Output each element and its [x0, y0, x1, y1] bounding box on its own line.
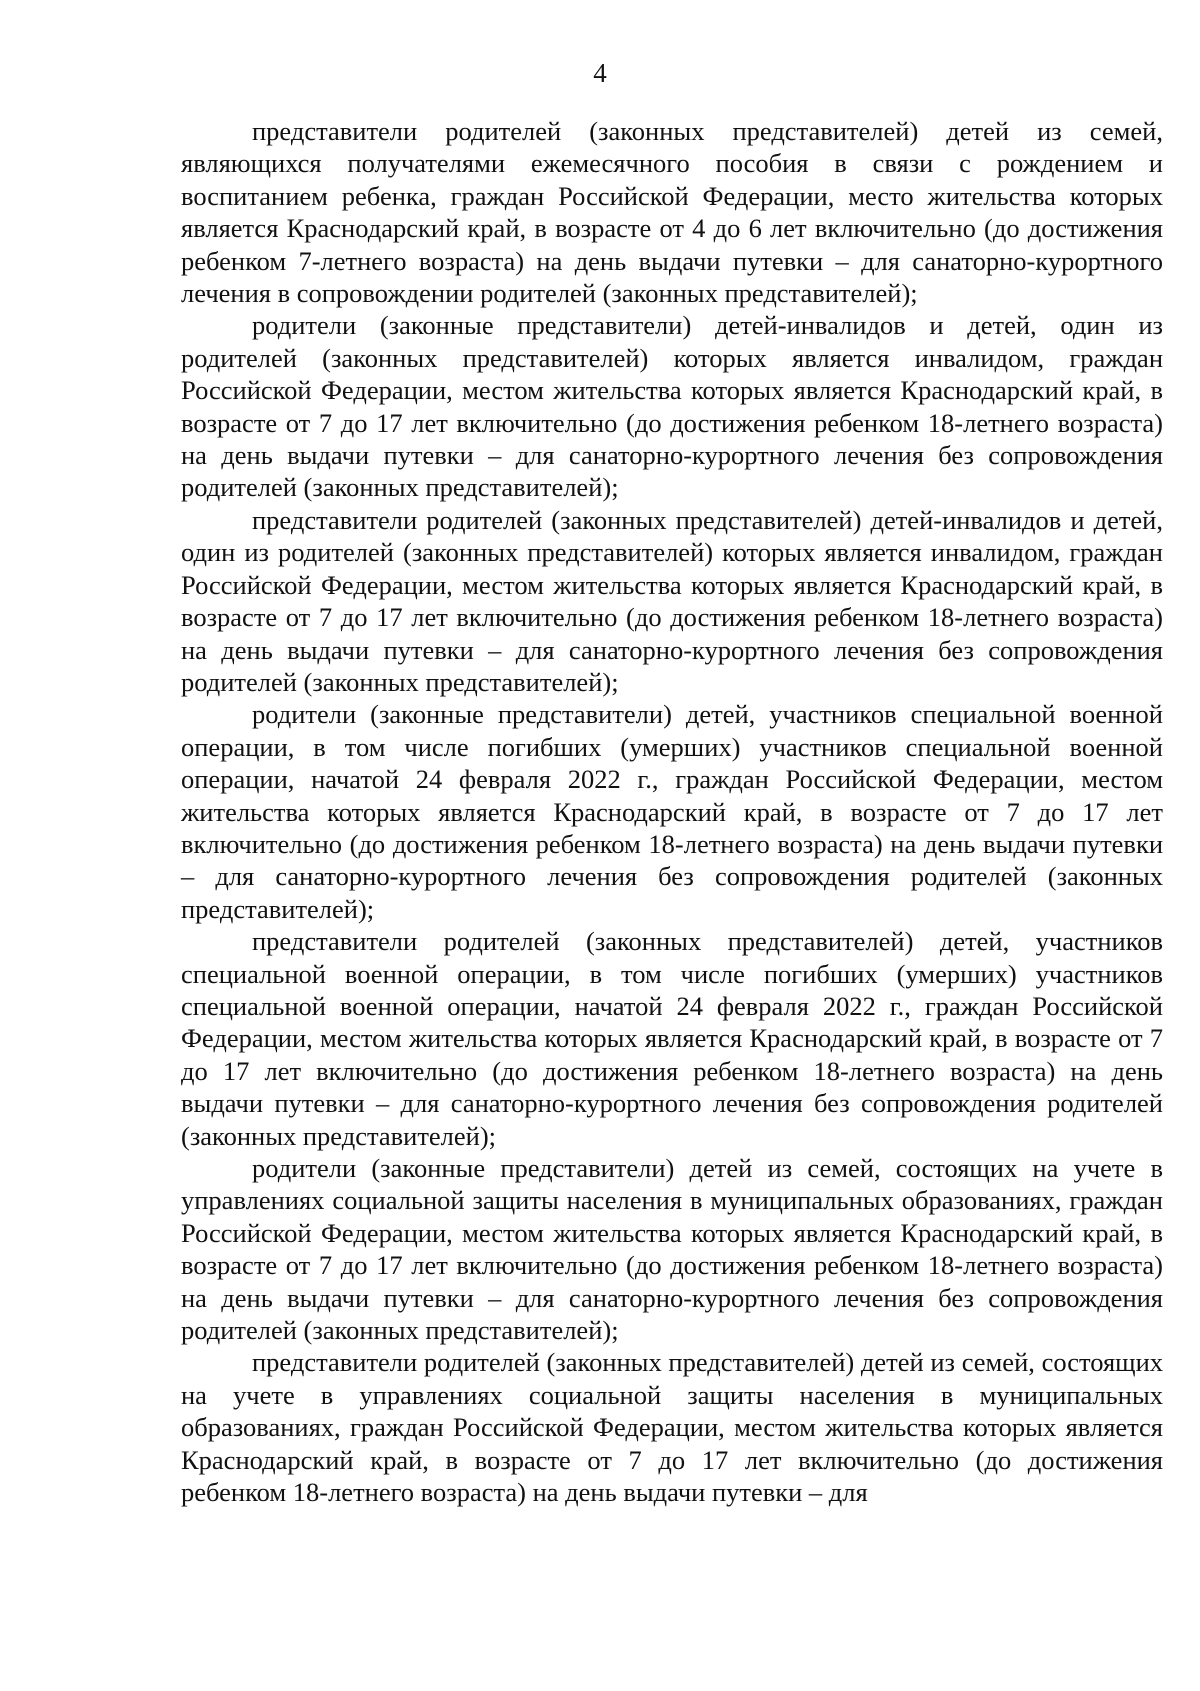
paragraph: представители родителей (законных представителей) детей из семей, являющихся получателями ежемесячного пособия в связи с рождением и воспитанием ребенка, граждан Российской Федерации, место жительства которых является Краснодарский край, в возрасте от 4 до 6 лет включительно (до достижения ребенком 7-летнего возраста) на день выдачи путевки – для санаторно-курортного лечения в сопровождении родителей (законных представителей);: [181, 116, 1163, 309]
paragraph: родители (законные представители) детей, участников специальной военной операции, в том числе погибших (умерших) участников специальной военной операции, начатой 24 февраля 2022 г., граждан Российской Федерации, местом жительства которых является Краснодарский край, в возрасте от 7 до 17 лет включительно (до достижения ребенком 18-летнего возраста) на день выдачи путевки – для санаторно-курортного лечения без сопровождения родителей (законных представителей);: [181, 699, 1163, 924]
paragraph: представители родителей (законных представителей) детей из семей, состоящих на учете в управлениях социальной защиты населения в муниципальных образованиях, граждан Российской Федерации, местом жительства которых является Краснодарский край, в возрасте от 7 до 17 лет включительно (до достижения ребенком 18-летнего возраста) на день выдачи путевки – для: [181, 1347, 1163, 1508]
page-number: 4: [593, 58, 607, 88]
paragraph: родители (законные представители) детей из семей, состоящих на учете в управлениях социальной защиты населения в муниципальных образованиях, граждан Российской Федерации, местом жительства которых является Краснодарский край, в возрасте от 7 до 17 лет включительно (до достижения ребенком 18-летнего возраста) на день выдачи путевки – для санаторно-курортного лечения без сопровождения родителей (законных представителей);: [181, 1153, 1163, 1346]
paragraph: родители (законные представители) детей-инвалидов и детей, один из родителей (законных представителей) которых является инвалидом, граждан Российской Федерации, местом жительства которых является Краснодарский край, в возрасте от 7 до 17 лет включительно (до достижения ребенком 18-летнего возраста) на день выдачи путевки – для санаторно-курортного лечения без сопровождения родителей (законных представителей);: [181, 310, 1163, 503]
document-body: [181, 115, 1163, 1508]
paragraph: представители родителей (законных представителей) детей-инвалидов и детей, один из родителей (законных представителей) которых является инвалидом, граждан Российской Федерации, местом жительства которых является Краснодарский край, в возрасте от 7 до 17 лет включительно (до достижения ребенком 18-летнего возраста) на день выдачи путевки – для санаторно-курортного лечения без сопровождения родителей (законных представителей);: [181, 504, 1163, 697]
paragraph: представители родителей (законных представителей) детей, участников специальной военной операции, в том числе погибших (умерших) участников специальной военной операции, начатой 24 февраля 2022 г., граждан Российской Федерации, местом жительства которых является Краснодарский край, в возрасте от 7 до 17 лет включительно (до достижения ребенком 18-летнего возраста) на день выдачи путевки – для санаторно-курортного лечения без сопровождения родителей (законных представителей);: [181, 926, 1163, 1151]
